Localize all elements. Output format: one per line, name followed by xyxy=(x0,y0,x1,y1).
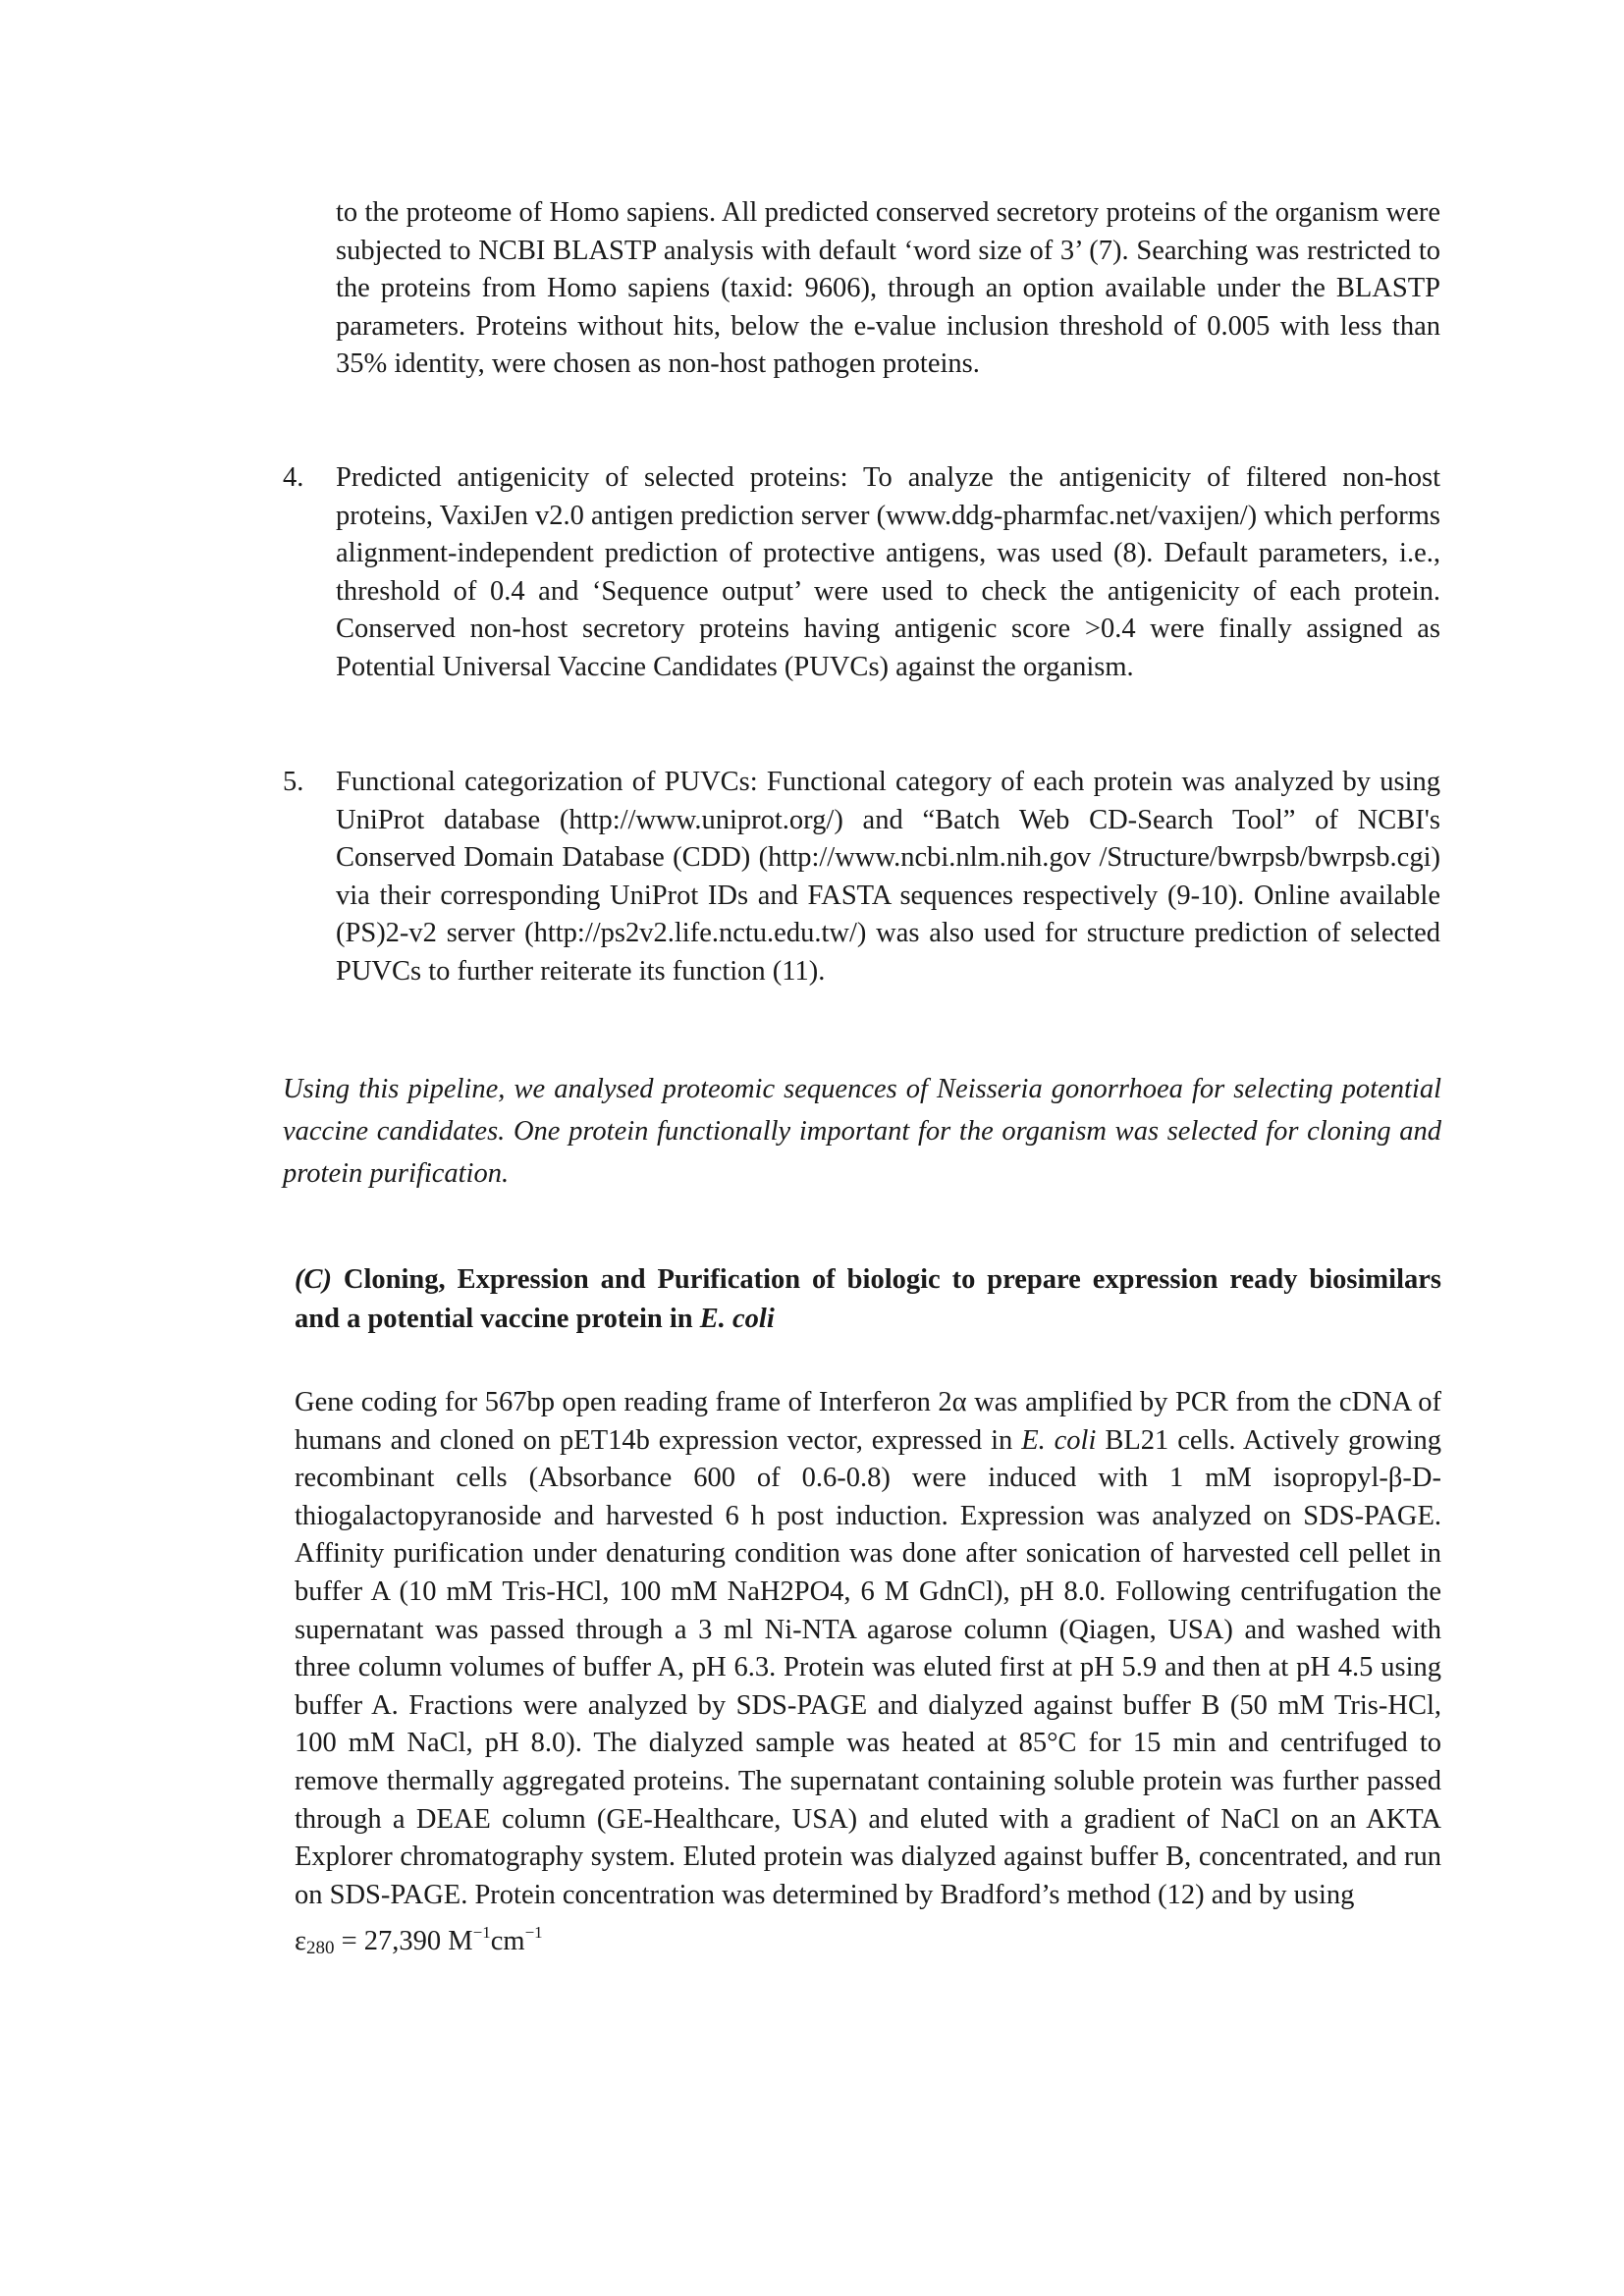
section-title-organism: E. coli xyxy=(699,1304,775,1334)
list-item-text: Functional categorization of PUVCs: Functional category of each protein was analyzed by using UniProt database (http://www.uniprot.org/) and “Batch Web CD-Search Tool” of NCBI's Conserved Domain Database (CDD) (http://www.ncbi.nlm.nih.gov /Structure/bwrpsb/bwrpsb.cgi) via their corresponding UniProt IDs and FASTA sequences respectively (9-10). Online available (PS)2-v2 server (http://ps2v2.life.nctu.edu.tw/) was also used for structure prediction of selected PUVCs to further reiterate its function (11). xyxy=(336,767,1440,987)
methods-text-part1: Gene coding for 567bp open reading frame of Interferon 2α was amplified by PCR from the cDNA of humans and cloned on pET14b expression vector, expressed in xyxy=(295,1387,1441,1456)
methods-text-part2: BL21 cells. Actively growing recombinant cells (Absorbance 600 of 0.6-0.8) were induced with 1 mM isopropyl-β-D-thiogalactopyranoside and harvested 6 h post induction. Expression was analyzed on SDS-PAGE. Affinity purification under denaturing condition was done after sonication of harvested cell pellet in buffer A (10 mM Tris-HCl, 100 mM NaH2PO4, 6 M GdnCl), pH 8.0. Following centrifugation the supernatant was passed through a 3 ml Ni-NTA agarose column (Qiagen, USA) and washed with three column volumes of buffer A, pH 6.3. Protein was eluted first at pH 5.9 and then at pH 4.5 using buffer A. Fractions were analyzed by SDS-PAGE and dialyzed against buffer B (50 mM Tris-HCl, 100 mM NaCl, pH 8.0). The dialyzed sample was heated at 85°C for 15 min and centrifuged to remove thermally aggregated proteins. The supernatant containing soluble protein was further passed through a DEAE column (GE-Healthcare, USA) and eluted with a gradient of NaCl on an AKTA Explorer chromatography system. Eluted protein was dialyzed against buffer B, concentrated, and run on SDS-PAGE. Protein concentration was determined by Bradford’s method (12) and by using xyxy=(295,1424,1441,1910)
organism-name: E. coli xyxy=(1021,1424,1097,1456)
list-number: 4. xyxy=(283,462,304,493)
continuation-paragraph: to the proteome of Homo sapiens. All predicted conserved secretory proteins of the organism were subjected to NCBI BLASTP analysis with default ‘word size of 3’ (7). Searching was restricted to the proteins from Homo sapiens (taxid: 9606), through an option available under the BLASTP parameters. Proteins without hits, below the e-value inclusion threshold of 0.005 with less than 35% identity, were chosen as non-host pathogen proteins. xyxy=(336,197,1440,379)
section-title: Cloning, Expression and Purification of biologic to prepare expression ready biosimilars and a potential vaccine protein in xyxy=(295,1264,1441,1334)
list-item-text: Predicted antigenicity of selected proteins: To analyze the antigenicity of filtered non-host proteins, VaxiJen v2.0 antigen prediction server (www.ddg-pharmfac.net/vaxijen/) which performs alignment-independent prediction of protective antigens, was used (8). Default parameters, i.e., threshold of 0.4 and ‘Sequence output’ were used to check the antigenicity of each protein. Conserved non-host secretory proteins having antigenic score >0.4 were finally assigned as Potential Universal Vaccine Candidates (PUVCs) against the organism. xyxy=(336,462,1440,682)
epsilon-symbol: ε xyxy=(295,1926,306,1957)
exponent-1: −1 xyxy=(472,1923,491,1943)
coefficient-value: 27,390 M xyxy=(363,1926,473,1957)
italic-summary-paragraph: Using this pipeline, we analysed proteomic sequences of Neisseria gonorrhoea for selecting potential vaccine candidates. One protein functionally important for the organism was selected for cloning and protein purification. xyxy=(283,1074,1441,1189)
equals-sign: = xyxy=(334,1926,364,1957)
section-label: (C) xyxy=(295,1264,332,1295)
epsilon-subscript: 280 xyxy=(305,1938,335,1959)
methods-paragraph xyxy=(295,1384,1441,1968)
extinction-coefficient xyxy=(295,1923,543,1959)
list-number: 5. xyxy=(283,767,304,797)
exponent-2: −1 xyxy=(524,1923,543,1943)
section-heading xyxy=(295,1260,1441,1339)
unit-cm: cm xyxy=(490,1926,525,1957)
